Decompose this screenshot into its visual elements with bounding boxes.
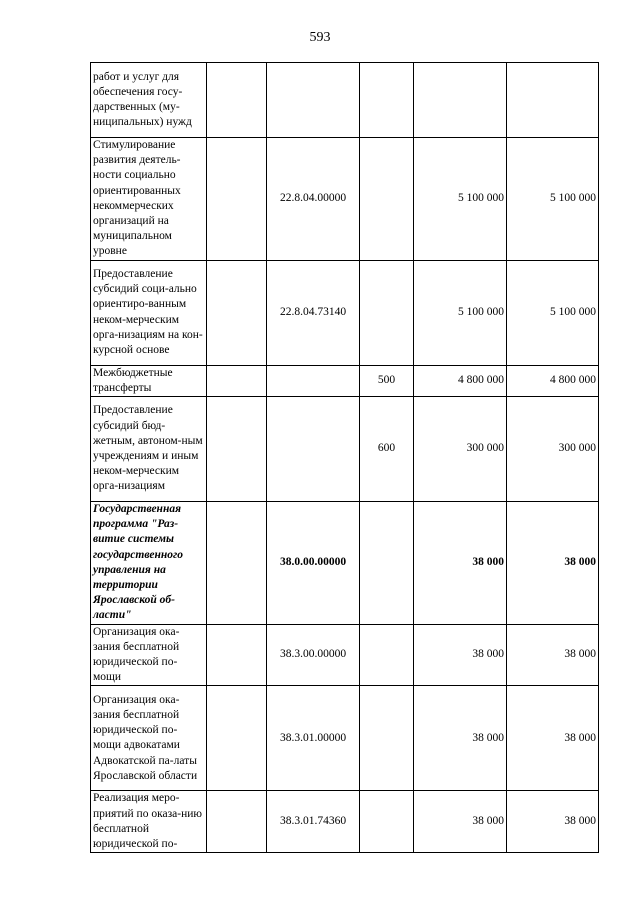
row-code: 38.0.00.00000 bbox=[267, 502, 360, 625]
row-code: 38.3.00.00000 bbox=[267, 624, 360, 686]
row-amount-1: 5 100 000 bbox=[414, 138, 507, 261]
empty-cell bbox=[207, 260, 267, 365]
row-amount-1 bbox=[414, 63, 507, 138]
empty-cell bbox=[207, 365, 267, 396]
row-type bbox=[360, 686, 414, 791]
row-type bbox=[360, 260, 414, 365]
table-row bbox=[91, 63, 599, 138]
row-type bbox=[360, 138, 414, 261]
table-row bbox=[91, 624, 599, 686]
empty-cell bbox=[207, 63, 267, 138]
row-amount-2: 38 000 bbox=[507, 791, 599, 853]
row-type bbox=[360, 791, 414, 853]
row-code: 38.3.01.74360 bbox=[267, 791, 360, 853]
row-type bbox=[360, 502, 414, 625]
row-amount-2: 300 000 bbox=[507, 397, 599, 502]
row-type: 600 bbox=[360, 397, 414, 502]
row-name: Стимулирование развития деятель-ности социально ориентированных некоммерческих организаций на муниципальном уровне bbox=[91, 138, 207, 261]
empty-cell bbox=[207, 502, 267, 625]
row-name: Предоставление субсидий соци-ально ориентиро-ванным неком-мерческим орга-низациям на кон-курсной основе bbox=[91, 260, 207, 365]
row-amount-2 bbox=[507, 63, 599, 138]
row-amount-1: 38 000 bbox=[414, 624, 507, 686]
row-amount-2: 4 800 000 bbox=[507, 365, 599, 396]
row-code: 22.8.04.73140 bbox=[267, 260, 360, 365]
row-code bbox=[267, 397, 360, 502]
empty-cell bbox=[207, 138, 267, 261]
row-amount-1: 38 000 bbox=[414, 686, 507, 791]
row-amount-1: 4 800 000 bbox=[414, 365, 507, 396]
row-amount-2: 38 000 bbox=[507, 624, 599, 686]
page-number: 593 bbox=[309, 30, 331, 45]
row-name: Реализация меро-приятий по оказа-нию бесплатной юридической по- bbox=[91, 791, 207, 853]
table-row bbox=[91, 397, 599, 502]
table-row bbox=[91, 260, 599, 365]
row-amount-2: 5 100 000 bbox=[507, 260, 599, 365]
row-code bbox=[267, 365, 360, 396]
empty-cell bbox=[207, 791, 267, 853]
table-row bbox=[91, 138, 599, 261]
row-name: Межбюджетные трансферты bbox=[91, 365, 207, 396]
row-code bbox=[267, 63, 360, 138]
row-amount-1: 5 100 000 bbox=[414, 260, 507, 365]
empty-cell bbox=[207, 397, 267, 502]
row-name: Государственная программа "Раз-витие системы государственного управления на территории Ярославской об-ласти" bbox=[91, 502, 207, 625]
row-type bbox=[360, 624, 414, 686]
row-type bbox=[360, 63, 414, 138]
row-amount-2: 38 000 bbox=[507, 502, 599, 625]
row-amount-1: 38 000 bbox=[414, 791, 507, 853]
row-name: Организация ока-зания бесплатной юридической по-мощи адвокатами Адвокатской па-латы Ярославской области bbox=[91, 686, 207, 791]
row-code: 22.8.04.00000 bbox=[267, 138, 360, 261]
empty-cell bbox=[207, 624, 267, 686]
row-amount-1: 300 000 bbox=[414, 397, 507, 502]
row-name: Организация ока-зания бесплатной юридической по-мощи bbox=[91, 624, 207, 686]
table-row bbox=[91, 791, 599, 853]
row-amount-2: 5 100 000 bbox=[507, 138, 599, 261]
row-code: 38.3.01.00000 bbox=[267, 686, 360, 791]
empty-cell bbox=[207, 686, 267, 791]
row-type: 500 bbox=[360, 365, 414, 396]
row-amount-2: 38 000 bbox=[507, 686, 599, 791]
table-row bbox=[91, 686, 599, 791]
row-amount-1: 38 000 bbox=[414, 502, 507, 625]
row-name: работ и услуг для обеспечения госу-дарственных (му-ниципальных) нужд bbox=[91, 63, 207, 138]
budget-table bbox=[90, 62, 599, 853]
table-row bbox=[91, 502, 599, 625]
row-name: Предоставление субсидий бюд-жетным, автоном-ным учреждениям и иным неком-мерческим орга-низациям bbox=[91, 397, 207, 502]
table-row bbox=[91, 365, 599, 396]
